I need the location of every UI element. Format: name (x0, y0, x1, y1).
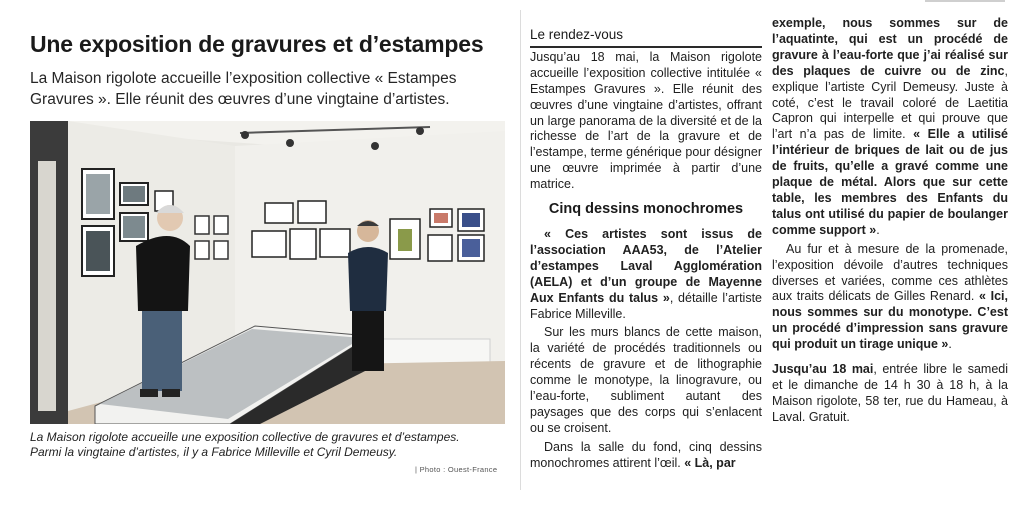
caption-line-1: La Maison rigolote accueille une exposition collective de gravures et d’estampes. (30, 430, 460, 444)
punctuation: . (876, 222, 880, 237)
practical-info-text: , entrée libre le samedi et le dimanche de 14 h 30 à 18 h, à la Maison rigolote, 58 ter, rue du Hameau, à Laval. Gratuit. (772, 362, 1008, 424)
paragraph-promenade (772, 242, 1008, 353)
photo-caption (30, 430, 510, 460)
quote-text: « Ici, nous sommes sur du monotype. C’est un procédé d’impression sans gravure qui produit un tirage unique » (772, 289, 1008, 352)
paragraph-text: , explique l’artiste Cyril Demeusy. Juste à coté, c’est le travail coloré de Laetitia Capron qui interpelle et qui prouve que l’art n’a pas de limite. (772, 63, 1008, 142)
quote-text: « Ces artistes sont issus de l’association AAA53, de l’Atelier d’estampes Laval Agglomération (AELA) et d’un groupe de Mayenne Aux Enfants du talus » (530, 226, 762, 305)
article-column-2 (530, 27, 762, 472)
article-column-3 (772, 16, 1008, 426)
quote-text: « Elle a utilisé l’intérieur de briques de lait ou de jus de fruits, qu’elle a gravé comme une plaque de métal. Alors que sur cette table, les membres des Enfants du talus ont utilisé du papier de boulanger comme support » (772, 127, 1008, 237)
paragraph-monochromes (530, 440, 762, 472)
article-lede: La Maison rigolote accueille l’exposition collective « Estampes Gravures ». Elle réunit des œuvres d’une vingtaine d’artistes. (30, 70, 457, 108)
paragraph-techniques: Sur les murs blancs de cette maison, la variété de procédés traditionnels ou récents de gravure et de lithographie comme le monotype, la linogravure, ou l’eau-forte, subliment autant des paysages que des corps qui s’enlacent ou se croisent. (530, 325, 762, 435)
caption-line-2: Parmi la vingtaine d’artistes, il y a Fabrice Milleville et Cyril Demeusy. (30, 445, 398, 459)
column-divider (520, 10, 521, 490)
punctuation: . (948, 337, 952, 352)
paragraph-text: Dans la salle du fond, cinq dessins monochromes attirent l’œil. (530, 439, 762, 470)
paragraph-quote-associations (530, 227, 762, 322)
article-headline: Une exposition de gravures et d’estampes (30, 31, 484, 57)
paragraph-intro: Jusqu’au 18 mai, la Maison rigolote accueille l’exposition collective intitulée « Estampes Gravures ». Elle réunit des œuvres d’une vingtaine d’artistes, offrant un large panorama de la diversité et de la richesse de l’art de la gravure et de l’estampe, terme générique pour désigner une œuvre imprimée à partir d’une matrice. (530, 49, 762, 192)
paragraph-practical-info (772, 362, 1008, 426)
paragraph-text: Au fur et à mesure de la promenade, l’exposition dévoile d’autres techniques diverses et variées, comme ces athlètes aux traits délicats de Gilles Renard. (772, 241, 1008, 304)
photo-credit: | Photo : Ouest-France (415, 465, 498, 474)
dates-highlight: Jusqu’au 18 mai (772, 362, 874, 377)
paragraph-aquatinte (772, 16, 1008, 239)
article-photo (30, 121, 505, 424)
subheading: Cinq dessins monochromes (548, 201, 744, 218)
gallery-photo-illustration (30, 121, 505, 424)
section-kicker: Le rendez-vous (530, 27, 762, 48)
top-edge-rule (925, 0, 1005, 2)
quote-text: exemple, nous sommes sur de l’aquatinte, qui est un procédé de gravure à l’eau-forte que j’ai réalisé sur des plaques de cuivre ou de zinc (772, 16, 1008, 78)
attribution-text: , détaille l’artiste Fabrice Milleville. (530, 290, 762, 321)
quote-text: « Là, par (680, 455, 736, 470)
